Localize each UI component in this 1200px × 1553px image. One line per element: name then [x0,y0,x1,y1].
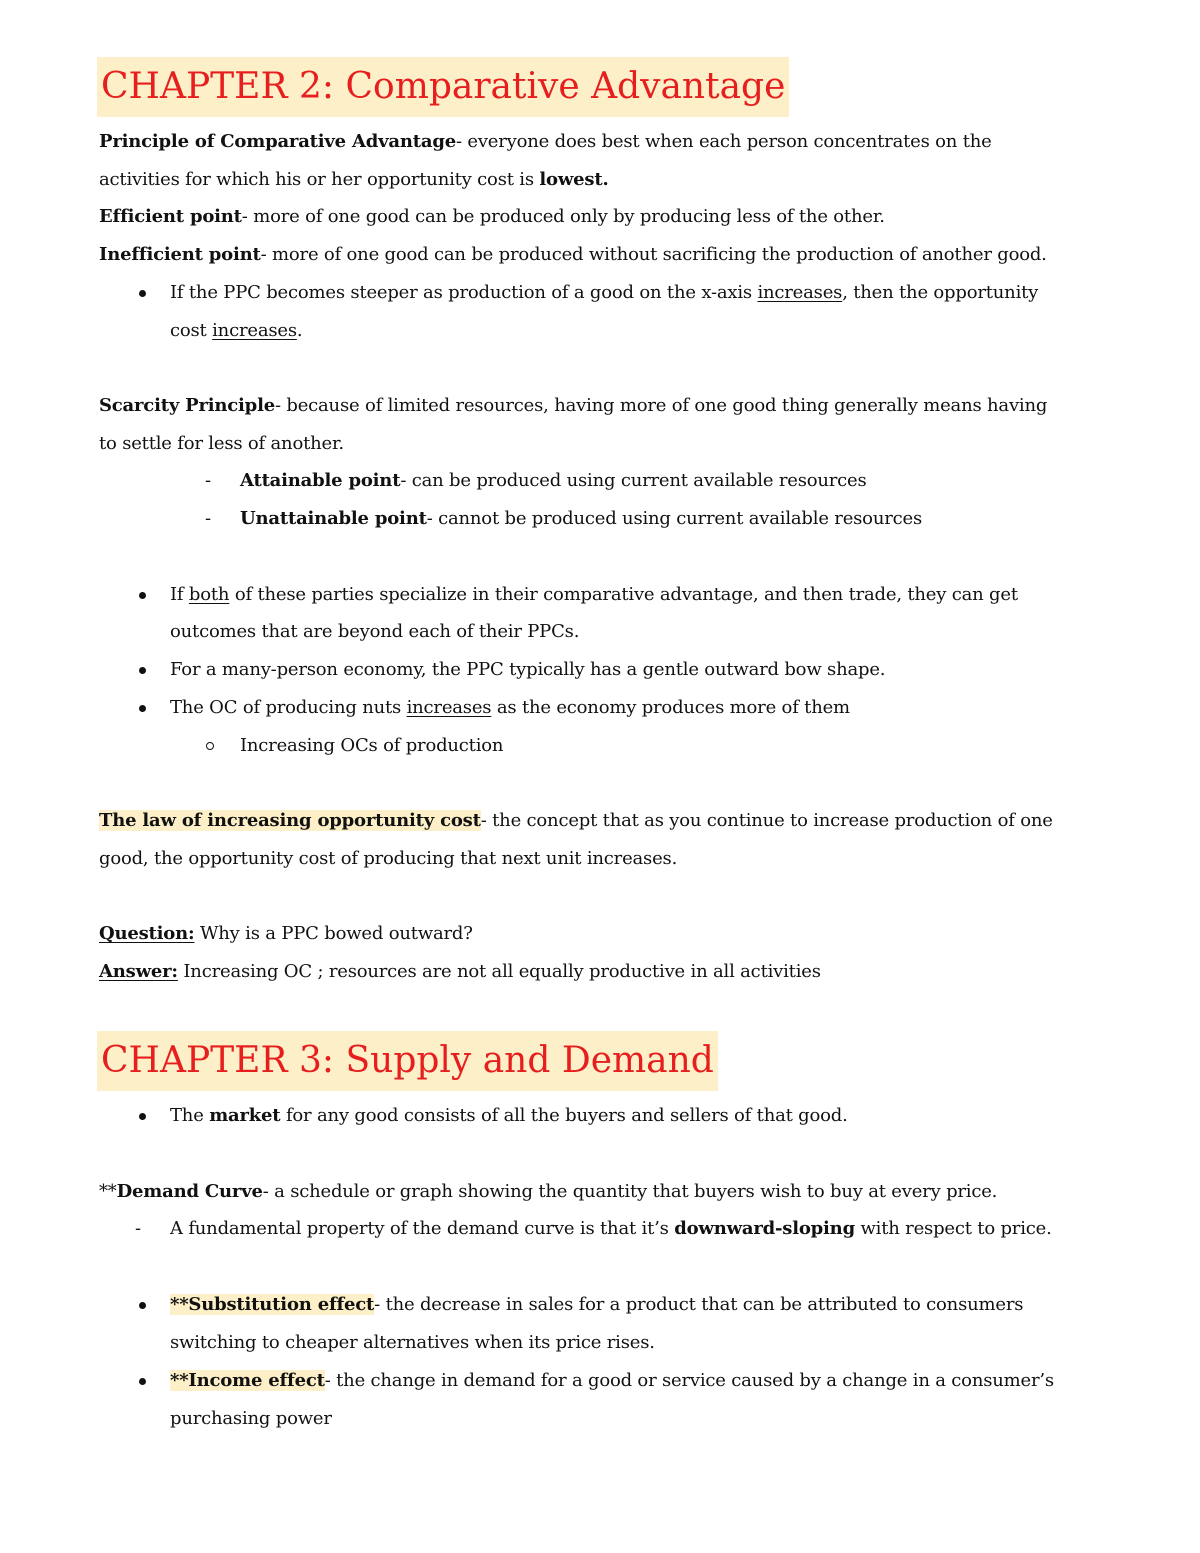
both-underline: both [188,584,230,605]
principle-definition [99,130,992,154]
market-text: The [170,1105,210,1126]
bullet-icon [139,705,146,712]
answer-line [99,960,821,984]
principle-definition-cont [99,168,609,192]
fundamental-text-end: with respect to price. [854,1218,1052,1239]
income-bullet [170,1369,1054,1393]
principle-text: - everyone does best when each person concentrates on the [455,131,992,152]
increasing-ocs-subbullet: Increasing OCs of production [240,735,504,756]
demand-term: Demand Curve [116,1181,263,1202]
ppc-bullet2-end: . [296,320,303,341]
both-bullet [170,583,1018,607]
inefficient-text: - more of one good can be produced without sacrificing the production of another good. [260,244,1047,265]
ppc-bullet-text-end: , then the opportunity [842,282,1039,303]
market-text-end: for any good consists of all the buyers and sellers of that good. [280,1105,848,1126]
unattainable-definition [240,507,922,531]
efficient-definition [99,205,885,229]
scarcity-definition-cont: to settle for less of another. [99,433,344,454]
ppc-bullet2-text: cost [170,320,213,341]
scarcity-term: Scarcity Principle [99,395,275,416]
answer-text: Increasing OC ; resources are not all equally productive in all activities [177,961,821,982]
market-bullet [170,1104,848,1128]
fundamental-text: A fundamental property of the demand curve is that it’s [170,1218,675,1239]
demand-text: - a schedule or graph showing the quantity that buyers wish to buy at every price. [262,1181,998,1202]
question-text: Why is a PPC bowed outward? [194,923,473,944]
bullet-icon [139,592,146,599]
oc-nuts-text-end: as the economy produces more of them [491,697,850,718]
both-text: If [170,584,189,605]
both-bullet-cont: outcomes that are beyond each of their PPCs. [170,621,580,642]
law-term: The law of increasing opportunity cost [99,810,481,831]
law-definition-cont: good, the opportunity cost of producing that next unit increases. [99,848,678,869]
law-definition [99,809,1053,833]
attainable-text: - can be produced using current available resources [400,470,867,491]
sub-bullet-icon [206,742,214,750]
substitution-bullet-cont: switching to cheaper alternatives when its price rises. [170,1332,655,1353]
unattainable-term: Unattainable point [240,508,427,529]
chapter-3-heading: CHAPTER 3: Supply and Demand [97,1031,718,1091]
income-text: - the change in demand for a good or service caused by a change in a consumer’s [324,1370,1054,1391]
unattainable-text: - cannot be produced using current available resources [426,508,922,529]
answer-label: Answer: [99,961,178,982]
question-label: Question: [99,923,195,944]
inefficient-definition [99,243,1047,267]
ppc-bullet-text: If the PPC becomes steeper as production of a good on the x-axis [170,282,758,303]
dash-marker: - [135,1218,142,1239]
efficient-text: - more of one good can be produced only by producing less of the other. [241,206,885,227]
chapter-2-heading: CHAPTER 2: Comparative Advantage [97,57,789,117]
market-term: market [209,1105,281,1126]
income-term: **Income effect [170,1370,325,1391]
demand-curve-definition [99,1180,997,1204]
scarcity-text: - because of limited resources, having more of one good thing generally means having [274,395,1048,416]
bullet-icon [139,1378,146,1385]
inefficient-term: Inefficient point [99,244,261,265]
scarcity-definition [99,394,1047,418]
attainable-term: Attainable point [240,470,401,491]
oc-nuts-text: The OC of producing nuts [170,697,407,718]
income-bullet-cont: purchasing power [170,1408,332,1429]
ppc-bullet2-underline: increases [212,320,297,341]
oc-nuts-bullet [170,696,850,720]
substitution-term: **Substitution effect [170,1294,375,1315]
many-person-bullet: For a many-person economy, the PPC typically has a gentle outward bow shape. [170,659,886,680]
substitution-bullet [170,1293,1023,1317]
bullet-icon [139,290,146,297]
question-line [99,922,473,946]
ppc-bullet-underline: increases [757,282,843,303]
fundamental-property [170,1217,1052,1241]
bullet-icon [139,1113,146,1120]
ppc-bullet [170,281,1038,305]
substitution-text: - the decrease in sales for a product that can be attributed to consumers [374,1294,1024,1315]
principle-text-2: activities for which his or her opportunity cost is [99,169,540,190]
demand-prefix: ** [99,1181,117,1202]
attainable-definition [240,469,867,493]
principle-term: Principle of Comparative Advantage [99,131,456,152]
dash-marker: - [205,470,212,491]
ppc-bullet-cont [170,319,302,343]
dash-marker: - [205,508,212,529]
efficient-term: Efficient point [99,206,242,227]
fundamental-bold: downward-sloping [674,1218,855,1239]
oc-nuts-underline: increases [406,697,492,718]
bullet-icon [139,667,146,674]
principle-bold: lowest. [539,169,609,190]
law-text: - the concept that as you continue to increase production of one [480,810,1053,831]
bullet-icon [139,1302,146,1309]
both-text-end: of these parties specialize in their comparative advantage, and then trade, they can get [229,584,1018,605]
